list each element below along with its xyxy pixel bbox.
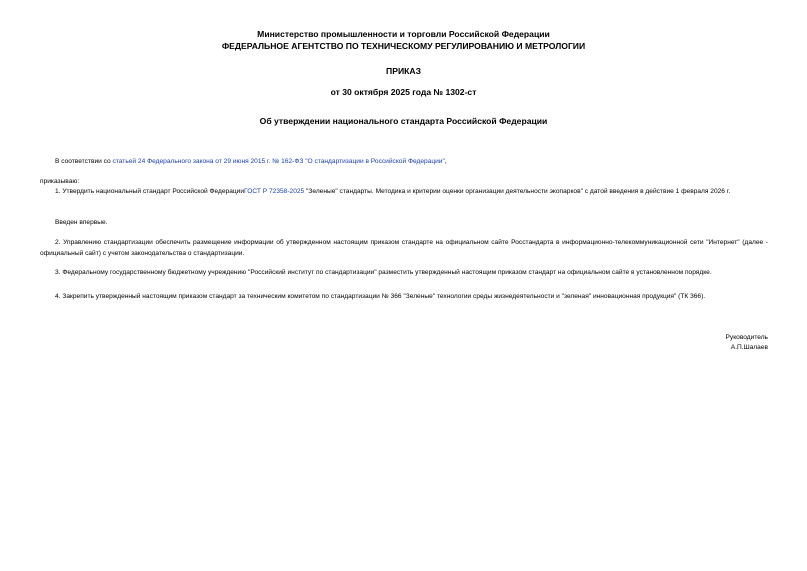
order-item-1: [40, 187, 768, 198]
signatory-title: Руководитель: [725, 334, 768, 341]
document-type: ПРИКАЗ: [386, 66, 421, 76]
order-word: приказываю:: [40, 178, 80, 185]
ministry-heading: Министерство промышленности и торговли Российской Федерации: [257, 29, 550, 39]
item1-prefix: 1. Утвердить национальный стандарт Российской Федерации: [55, 188, 245, 195]
intro-prefix: В соответствии со: [55, 158, 113, 165]
agency-heading: ФЕДЕРАЛЬНОЕ АГЕНТСТВО ПО ТЕХНИЧЕСКОМУ РЕГУЛИРОВАНИЮ И МЕТРОЛОГИИ: [221, 41, 586, 51]
document-subject: Об утверждении национального стандарта Российской Федерации: [259, 116, 548, 126]
document-date-number: от 30 октября 2025 года № 1302-ст: [330, 87, 477, 97]
signatory-name: А.П.Шалаев: [730, 344, 768, 351]
intro-suffix: ,: [444, 158, 447, 165]
order-item-3: 3. Федеральному государственному бюджетному учреждению "Российский институт по стандартизации" разместить утвержденный настоящим приказом стандарт на официальном сайте в установленном порядке.: [55, 269, 712, 276]
gost-standard-link[interactable]: ГОСТ Р 72358-2025: [244, 188, 305, 195]
order-item-4: 4. Закрепить утвержденный настоящим приказом стандарт за техническим комитетом по стандартизации № 366 "Зеленые" технологии среды жизнедеятельности и "зеленая" инновационная продукция" (ТК 366).: [55, 293, 706, 300]
federal-law-link[interactable]: статьей 24 Федерального закона от 29 июня 2015 г. № 162-ФЗ "О стандартизации в Российской Федерации": [112, 158, 445, 165]
introduced-first-note: Введен впервые.: [55, 219, 108, 226]
order-item-2: 2. Управлению стандартизации обеспечить размещение информации об утвержденном настоящим приказом стандарте на официальном сайте Росстандарта в информационно-телекоммуникационной сети "Интернет" (далее - официальный сайт) с учетом законодательства о стандартизации.: [40, 239, 768, 257]
item1-suffix: "Зеленые" стандарты. Методика и критерии оценки организации деятельности экопарков" с датой введения в действие 1 февраля 2026 г.: [304, 188, 731, 195]
intro-paragraph: [40, 157, 768, 168]
